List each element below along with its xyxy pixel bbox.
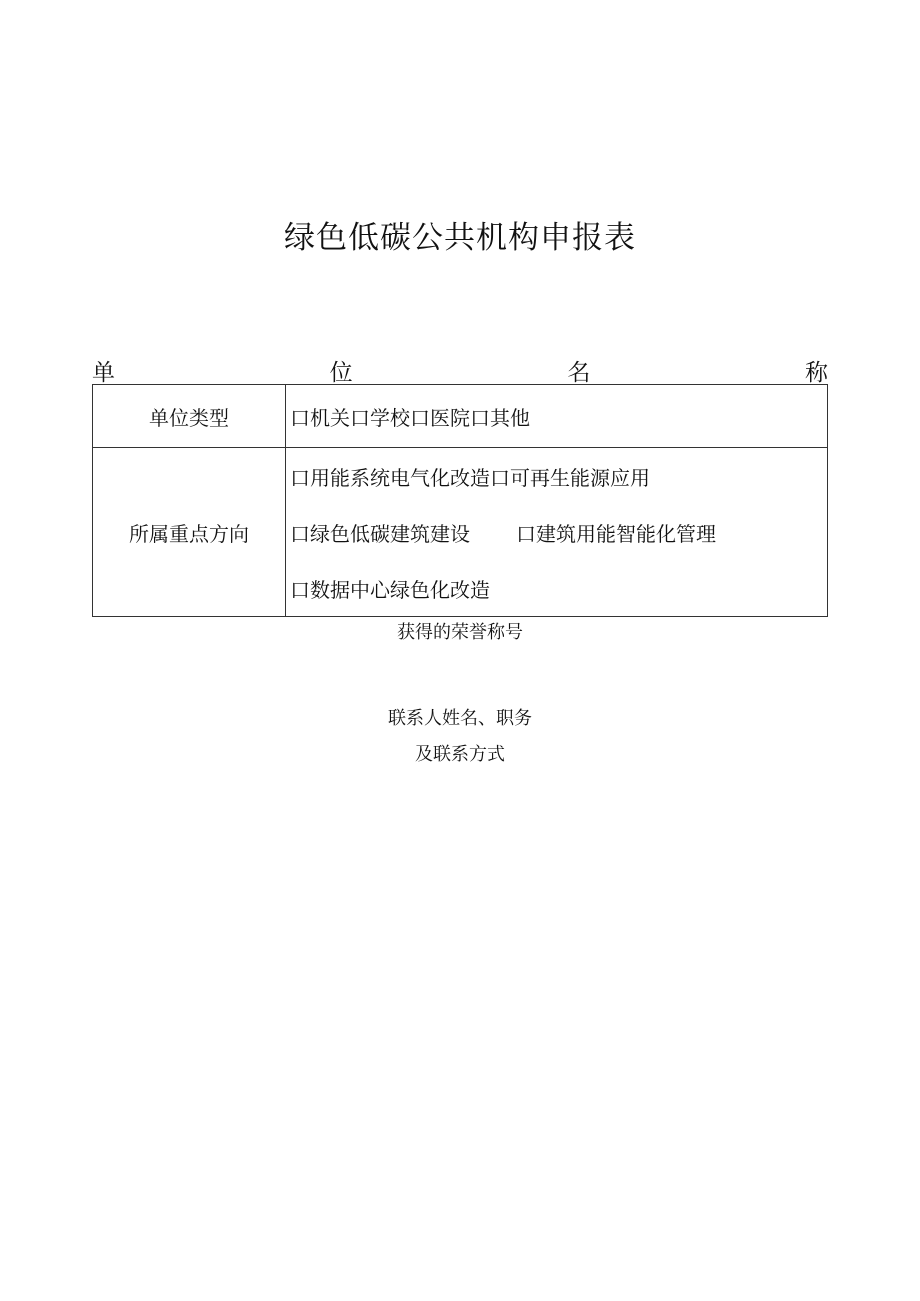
honor-title-label: 获得的荣誉称号	[397, 622, 523, 643]
focus-option-text: 口数据中心绿色化改造	[290, 577, 490, 602]
focus-direction-label: 所属重点方向	[93, 448, 286, 617]
focus-option-text: 口用能系统电气化改造口可再生能源应用	[290, 465, 650, 490]
focus-option-text: 口绿色低碳建筑建设	[290, 521, 470, 546]
page-title: 绿色低碳公共机构申报表	[284, 220, 636, 256]
contact-label-line2: 及联系方式	[415, 744, 505, 765]
table-row-focus-direction	[93, 448, 828, 617]
focus-option-line	[290, 560, 827, 616]
unit-type-label: 单位类型	[93, 385, 286, 448]
unit-name-char: 单	[92, 359, 115, 386]
unit-name-char: 名	[567, 359, 591, 386]
focus-option-line	[290, 504, 827, 560]
application-form-table	[92, 384, 828, 617]
unit-name-label	[92, 354, 828, 386]
focus-option-line	[290, 448, 827, 504]
table-row-unit-type	[93, 385, 828, 448]
unit-name-char: 位	[329, 359, 353, 386]
unit-type-options-text: 口机关口学校口医院口其他	[290, 405, 530, 430]
focus-direction-options	[286, 448, 828, 617]
focus-option-text: 口建筑用能智能化管理	[516, 521, 716, 546]
contact-label-line1: 联系人姓名、职务	[388, 708, 532, 729]
unit-name-char: 称	[804, 359, 828, 386]
unit-type-options	[286, 385, 828, 448]
